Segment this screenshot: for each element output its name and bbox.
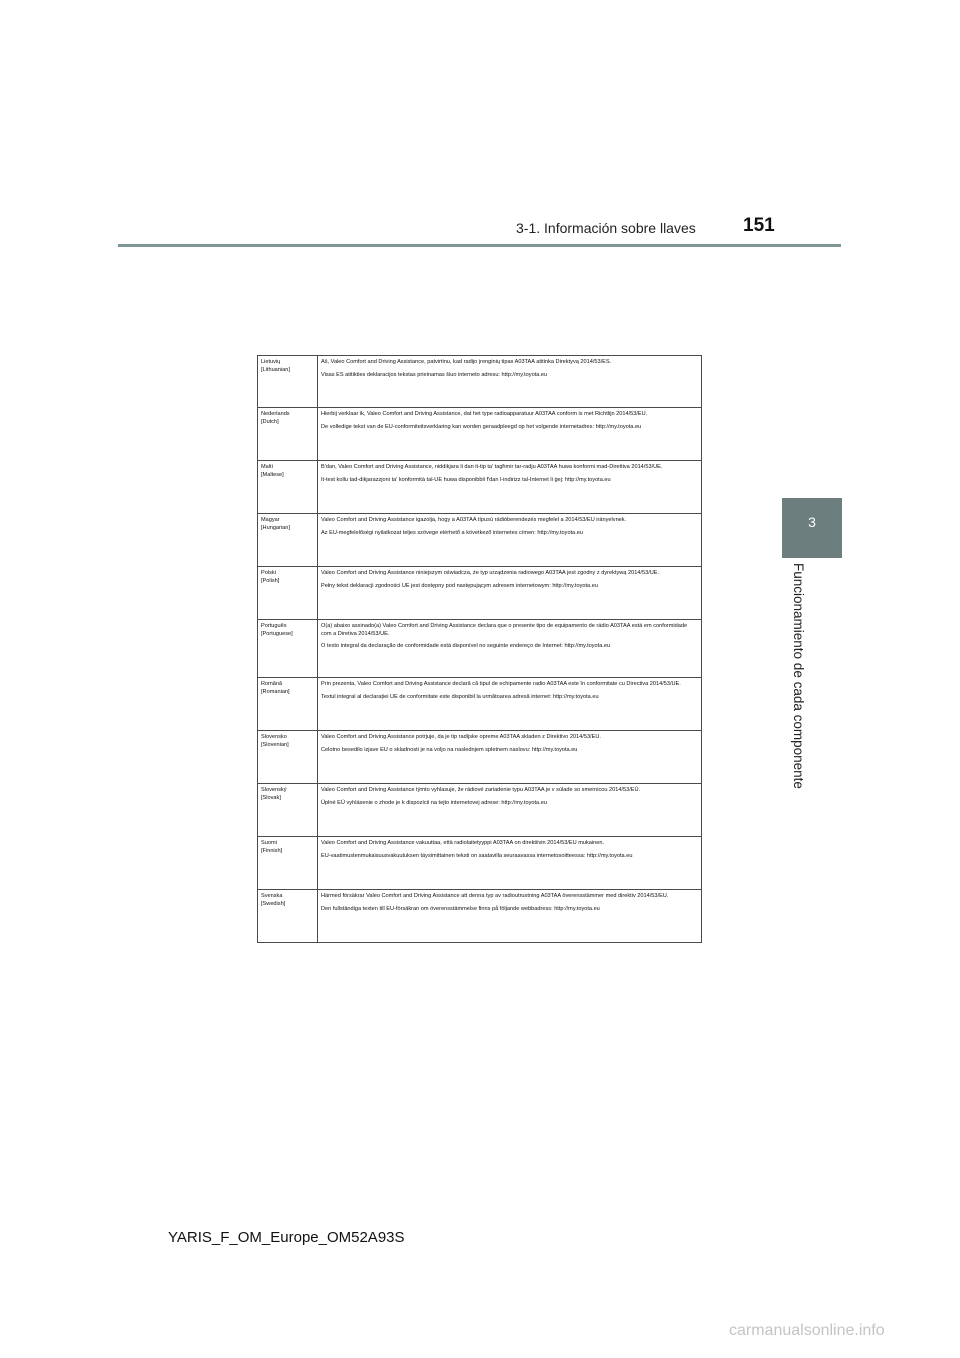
declaration-availability: Celotno besedilo izjave EU o skladnosti je na voljo na naslednjem spletnem naslovu: http://my.toyota.eu <box>321 746 578 753</box>
declarations-table <box>257 355 702 943</box>
declaration-row <box>258 620 702 678</box>
declaration-row <box>258 514 702 567</box>
language-english-name: [Lithuanian] <box>261 366 290 373</box>
declaration-availability: It-test kollu tad-dikjarazzjoni ta' konformità tal-UE huwa disponibbli f'dan l-indirizz tal-Internet li ġej: http://my.toyota.eu <box>321 476 611 483</box>
language-cell <box>258 890 318 943</box>
declaration-row <box>258 784 702 837</box>
conformity-statement: Valeo Comfort and Driving Assistance niniejszym oświadcza, że typ urządzenia radiowego A03TAA jest zgodny z dyrektywą 2014/53/UE. <box>321 570 660 576</box>
language-cell <box>258 408 318 461</box>
declaration-text-cell <box>318 890 702 943</box>
language-name: Suomi <box>261 840 277 846</box>
language-cell <box>258 837 318 890</box>
declaration-text-cell <box>318 567 702 620</box>
conformity-statement: Prin prezenta, Valeo Comfort and Driving Assistance declară că tipul de echipamente radio A03TAA este în conformitate cu Directiva 2014/53/UE. <box>321 681 681 687</box>
conformity-statement: O(a) abaixo assinado(a) Valeo Comfort and Driving Assistance declara que o presente tipo de equipamento de rádio A03TAA está em conformidade com a Diretiva 2014/53/UE. <box>321 623 688 637</box>
language-name: Malti <box>261 464 273 470</box>
declaration-text-cell <box>318 620 702 678</box>
section-title-header: 3-1. Información sobre llaves <box>516 220 696 236</box>
declaration-text-cell <box>318 837 702 890</box>
declaration-availability: Pełny tekst deklaracji zgodności UE jest dostępny pod następującym adresem internetowym: http://my.toyota.eu <box>321 582 598 589</box>
language-name: Polski <box>261 570 276 576</box>
header-divider <box>118 244 841 247</box>
language-cell <box>258 731 318 784</box>
chapter-number: 3 <box>808 514 816 530</box>
document-code: YARIS_F_OM_Europe_OM52A93S <box>168 1229 405 1246</box>
language-cell <box>258 784 318 837</box>
declaration-text-cell <box>318 784 702 837</box>
conformity-statement: Valeo Comfort and Driving Assistance vakuuttaa, että radiolaitetyyppi A03TAA on direktiivin 2014/53/EU mukainen. <box>321 840 605 846</box>
declaration-row <box>258 678 702 731</box>
language-name: Svenska <box>261 893 283 899</box>
conformity-statement: Hierbij verklaar ik, Valeo Comfort and Driving Assistance, dat het type radioapparatuur A03TAA conform is met Richtlijn 2014/53/EU. <box>321 411 648 417</box>
conformity-statement: Härmed försäkrar Valeo Comfort and Driving Assistance att denna typ av radioutrustning A03TAA överensstämmer med direktiv 2014/53/EU. <box>321 893 669 899</box>
declaration-row <box>258 461 702 514</box>
language-cell <box>258 514 318 567</box>
declaration-availability: De volledige tekst van de EU-conformiteitsverklaring kan worden geraadpleegd op het volgende internetadres: http://my.toyota.eu <box>321 423 642 430</box>
declaration-availability: Visas ES atitikties deklaracijos tekstas prieinamas šiuo interneto adresu: http://my.toyota.eu <box>321 371 548 378</box>
conformity-statement: Valeo Comfort and Driving Assistance potrjuje, da je tip radijske opreme A03TAA skladen z Direktivo 2014/53/EU. <box>321 734 601 740</box>
language-name: Português <box>261 623 287 629</box>
declaration-text-cell <box>318 461 702 514</box>
language-english-name: [Finnish] <box>261 847 283 854</box>
conformity-statement: Valeo Comfort and Driving Assistance igazolja, hogy a A03TAA típusú rádióberendezés megfelel a 2014/53/EU irányelvnek. <box>321 517 627 523</box>
language-english-name: [Swedish] <box>261 900 286 907</box>
declaration-row <box>258 837 702 890</box>
declaration-availability: Az EU-megfelelőségi nyilatkozat teljes szövege elérhető a következő internetes címen: http://my.toyota.eu <box>321 529 584 536</box>
language-english-name: [Dutch] <box>261 418 279 425</box>
declaration-availability: Den fullständiga texten till EU-försäkran om överensstämmelse finns på följande webbadress: http://my.toyota.eu <box>321 905 600 912</box>
declaration-availability: EU-vaatimustenmukaisuusvakuutuksen täysimittainen teksti on saatavilla seuraavassa internetosoitteessa: http://my.toyota.eu <box>321 852 633 859</box>
declaration-row <box>258 356 702 408</box>
conformity-statement: Valeo Comfort and Driving Assistance týmto vyhlasuje, že rádiové zariadenie typu A03TAA je v súlade so smernicou 2014/53/EÚ. <box>321 787 641 793</box>
language-cell <box>258 620 318 678</box>
declaration-text-cell <box>318 678 702 731</box>
language-english-name: [Slovak] <box>261 794 281 801</box>
page-number: 151 <box>743 215 775 236</box>
declaration-row <box>258 408 702 461</box>
language-name: Română <box>261 681 283 687</box>
declaration-row <box>258 731 702 784</box>
language-english-name: [Portuguese] <box>261 630 293 637</box>
declaration-text-cell <box>318 731 702 784</box>
conformity-statement: Aš, Valeo Comfort and Driving Assistance, patvirtinu, kad radijo įrenginių tipas A03TAA atitinka Direktyvą 2014/53/ES. <box>321 359 612 365</box>
language-english-name: [Polish] <box>261 577 280 584</box>
declaration-text-cell <box>318 408 702 461</box>
language-cell <box>258 356 318 408</box>
watermark: carmanualsonline.info <box>729 1322 885 1339</box>
chapter-tab <box>782 498 842 558</box>
declaration-availability: O texto integral da declaração de conformidade está disponível no seguinte endereço de Internet: http://my.toyota.eu <box>321 643 611 650</box>
declaration-availability: Textul integral al declarației UE de conformitate este disponibil la următoarea adresă internet: http://my.toyota.eu <box>321 693 599 700</box>
language-name: Slovenský <box>261 787 287 793</box>
language-english-name: [Hungarian] <box>261 524 290 531</box>
language-english-name: [Slovenian] <box>261 741 289 748</box>
language-cell <box>258 567 318 620</box>
language-english-name: [Romanian] <box>261 688 290 695</box>
language-cell <box>258 678 318 731</box>
language-cell <box>258 461 318 514</box>
language-name: Lietuvių <box>261 359 281 365</box>
language-name: Nederlands <box>261 411 290 417</box>
language-english-name: [Maltese] <box>261 471 284 478</box>
language-name: Slovensko <box>261 734 287 740</box>
declaration-row <box>258 567 702 620</box>
declaration-text-cell <box>318 514 702 567</box>
declaration-row <box>258 890 702 943</box>
chapter-title-vertical: Funcionamiento de cada componente <box>791 563 806 789</box>
language-name: Magyar <box>261 517 280 523</box>
declaration-text-cell <box>318 356 702 408</box>
declaration-availability: Úplné EÚ vyhlásenie o zhode je k dispozícii na tejto internetovej adrese: http://my.toyota.eu <box>321 799 547 806</box>
conformity-statement: B'dan, Valeo Comfort and Driving Assistance, niddikjara li dan it-tip ta' tagħmir tar-radju A03TAA huwa konformi mad-Direttiva 2014/53/UE. <box>321 464 663 470</box>
